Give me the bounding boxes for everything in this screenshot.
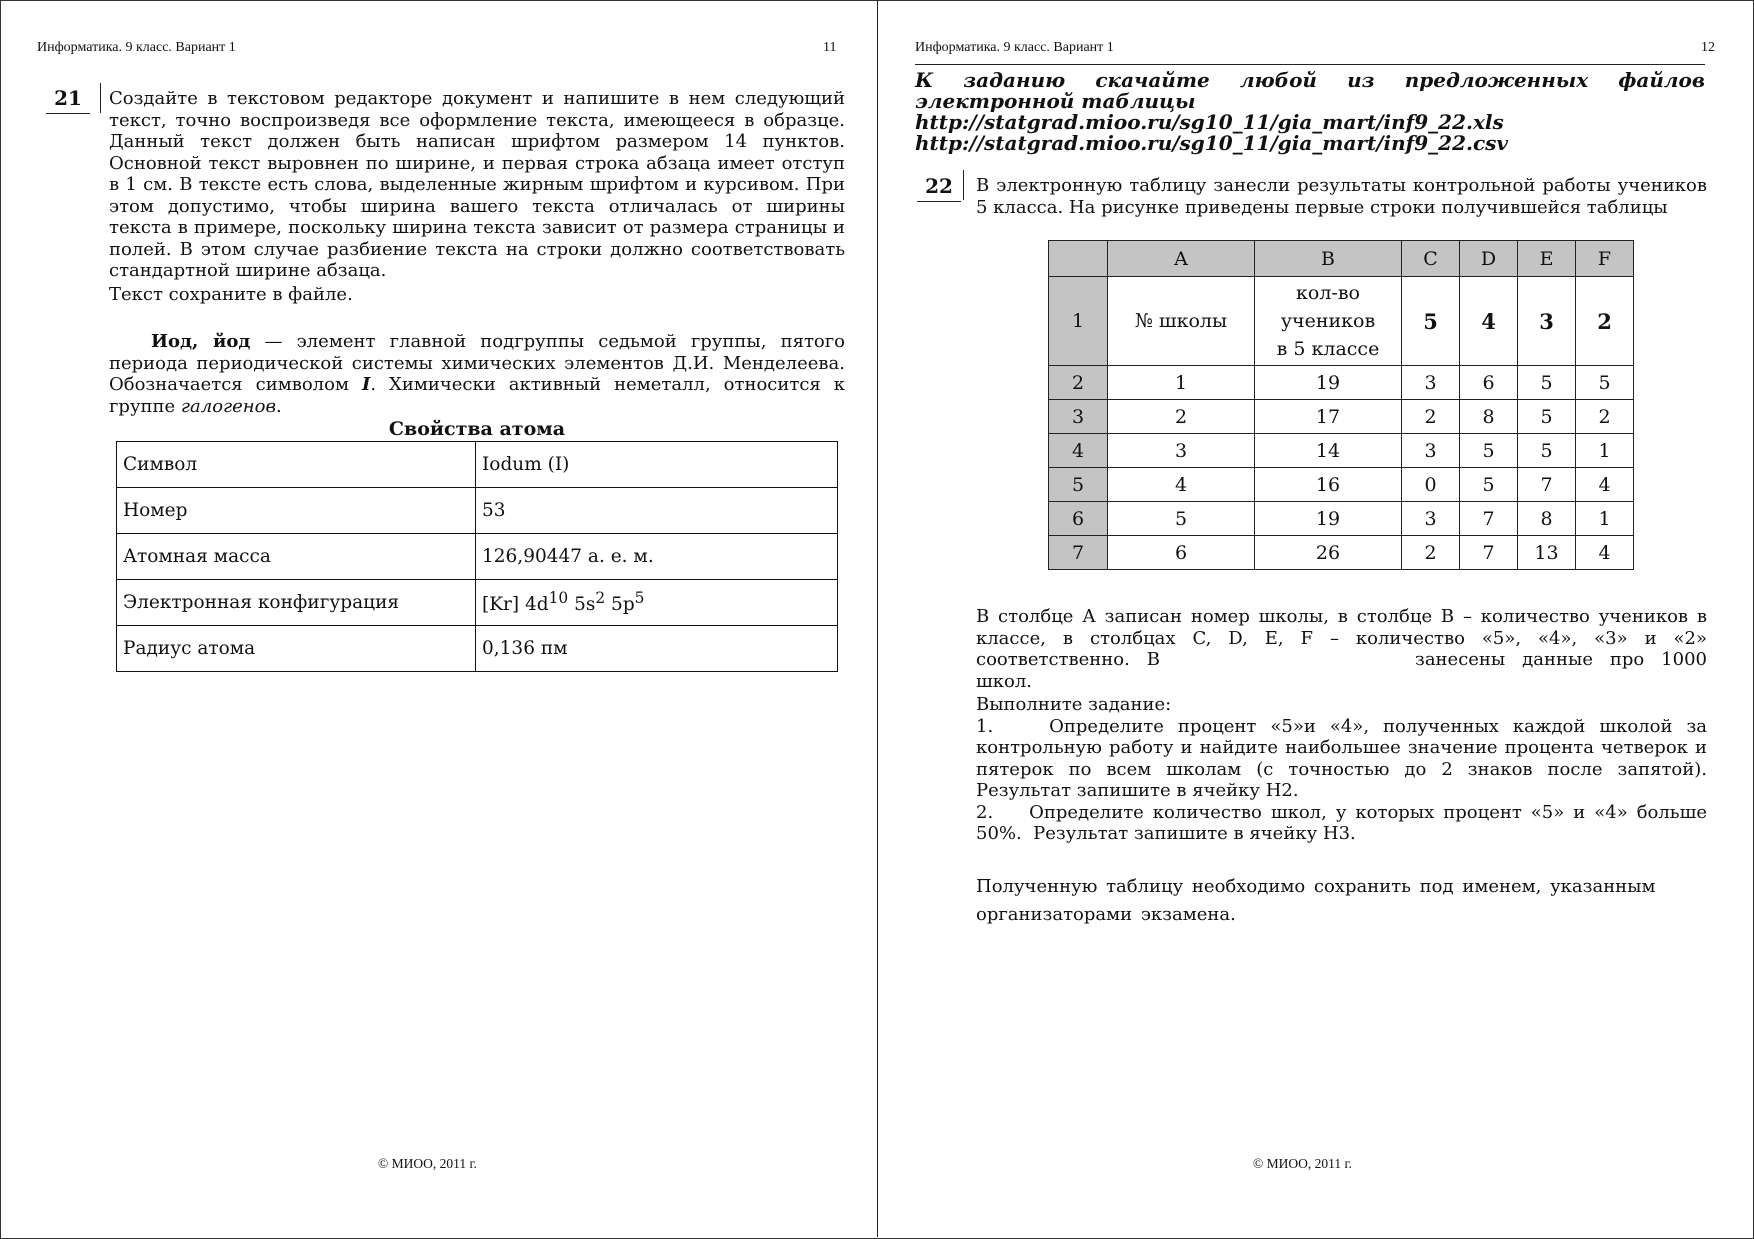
property-key: Номер [117, 488, 476, 534]
cell: 4 [1576, 536, 1634, 570]
sample-paragraph [109, 331, 845, 417]
cell: 5 [1460, 434, 1518, 468]
cell: 5 [1576, 366, 1634, 400]
spreadsheet-row [1049, 468, 1634, 502]
property-key: Атомная масса [117, 534, 476, 580]
sample-text-2: . Химически активный неметалл, относится к группе [109, 374, 845, 417]
cell [1255, 277, 1402, 366]
cell: 5 [1402, 277, 1460, 366]
column-header-b: B [1255, 241, 1402, 277]
cell: 2 [1108, 400, 1255, 434]
sample-text-3: . [275, 395, 282, 417]
property-value: 126,90447 а. е. м. [476, 534, 838, 580]
cell: 5 [1518, 366, 1576, 400]
properties-table [116, 441, 838, 672]
spreadsheet-row [1049, 502, 1634, 536]
link-csv[interactable]: http://statgrad.mioo.ru/sg10_11/gia_mart/inf9_22.csv [915, 131, 1509, 155]
cell: 5 [1108, 502, 1255, 536]
row-header: 2 [1049, 366, 1108, 400]
task-22-intro: В электронную таблицу занесли результаты контрольной работы учеников 5 класса. На рисунке приведены первые строки получившейся таблицы [976, 175, 1707, 218]
header-title: Информатика. 9 класс. Вариант 1 [915, 40, 1114, 55]
cell: 8 [1518, 502, 1576, 536]
cell: 3 [1518, 277, 1576, 366]
cell: 1 [1576, 502, 1634, 536]
sample-text-1: — элемент главной подгруппы седьмой группы, пятого периода периодической системы химических элементов Д.И. Менделеева. Обозначается символом [109, 331, 846, 395]
cell: 7 [1460, 536, 1518, 570]
config-part: 5p [605, 594, 635, 616]
property-value: Iodum (I) [476, 442, 838, 488]
cell: 5 [1518, 434, 1576, 468]
properties-caption: Свойства атома [388, 418, 566, 440]
cell: 3 [1402, 366, 1460, 400]
page-12 [878, 0, 1754, 1237]
cell: 3 [1402, 502, 1460, 536]
cell: 2 [1402, 400, 1460, 434]
header-title: Информатика. 9 класс. Вариант 1 [37, 40, 236, 55]
cell: 6 [1460, 366, 1518, 400]
table-row [117, 488, 838, 534]
cell: 6 [1108, 536, 1255, 570]
task-item-1: 1. Определите процент «5»и «4», полученных каждой школой за контрольную работу и найдите наибольшее значение процента четверок и пятерок по всем школам (с точностью до 2 знаков после запятой). Результат запишите в ячейку H2. [976, 715, 1713, 801]
spreadsheet-row [1049, 366, 1634, 400]
cell: 16 [1255, 468, 1402, 502]
page-number: 12 [1701, 40, 1715, 55]
spreadsheet-row [1049, 434, 1634, 468]
description [976, 606, 1707, 692]
spreadsheet [1048, 240, 1634, 570]
row-header: 6 [1049, 502, 1108, 536]
cell: 3 [1108, 434, 1255, 468]
cell: 19 [1255, 366, 1402, 400]
cell: 4 [1108, 468, 1255, 502]
spreadsheet-data-rows [1049, 366, 1634, 570]
page-number: 11 [823, 40, 837, 55]
spreadsheet-row [1049, 400, 1634, 434]
task-number-rule [963, 170, 964, 200]
property-key: Электронная конфигурация [117, 580, 476, 626]
cell: 8 [1460, 400, 1518, 434]
page-footer: © МИОО, 2011 г. [1253, 1156, 1352, 1171]
cell-line: кол-во [1296, 282, 1360, 304]
spreadsheet-row [1049, 536, 1634, 570]
column-header-c: C [1402, 241, 1460, 277]
cell: 7 [1518, 468, 1576, 502]
config-core: [Kr] 4d [482, 594, 549, 616]
save-instruction: Текст сохраните в файле. [109, 284, 353, 305]
column-header-e: E [1518, 241, 1576, 277]
do-task-heading: Выполните задание: [976, 694, 1172, 715]
sample-bold-term: Иод, йод [151, 331, 251, 352]
column-header-f: F [1576, 241, 1634, 277]
config-sup: 10 [548, 589, 569, 608]
cell: 19 [1255, 502, 1402, 536]
property-value: 53 [476, 488, 838, 534]
cell-line: учеников [1280, 310, 1376, 332]
row-header: 5 [1049, 468, 1108, 502]
property-value [476, 580, 838, 626]
cell: 13 [1518, 536, 1576, 570]
element-symbol: I [361, 374, 371, 395]
cell: 2 [1402, 536, 1460, 570]
column-header-a: A [1108, 241, 1255, 277]
cell: 4 [1460, 277, 1518, 366]
property-key: Символ [117, 442, 476, 488]
cell: № школы [1108, 277, 1255, 366]
page-header [915, 40, 1719, 56]
task-21-text: Создайте в текстовом редакторе документ и напишите в нем следующий текст, точно воспроизведя все оформление текста, имеющееся в образце. Данный текст должен быть написан шрифтом размером 14 пунктов. Основной текст выровнен по ширине, и первая строка абзаца имеет отступ в 1 см. В тексте есть слова, выделенные жирным шрифтом и курсивом. При этом допустимо, чтобы ширина вашего текста отличалась от ширины текста в примере, поскольку ширина текста зависит от размера страницы и полей. В этом случае разбиение текста на строки должно соответствовать стандартной ширине абзаца. [109, 88, 845, 281]
page-footer: © МИОО, 2011 г. [378, 1156, 477, 1171]
row-header: 1 [1049, 277, 1108, 366]
cell-line: в 5 классе [1276, 338, 1380, 360]
download-prompt-cont: электронной таблицы [915, 89, 1196, 113]
cell: 5 [1518, 400, 1576, 434]
column-header-d: D [1460, 241, 1518, 277]
task-item-2: 2. Определите количество школ, у которых процент «5» и «4» больше 50%. Результат запишите в ячейку H3. [976, 801, 1713, 844]
config-part: 5s [568, 594, 596, 616]
config-sup: 2 [595, 589, 606, 608]
cell: 17 [1255, 400, 1402, 434]
row-header: 3 [1049, 400, 1108, 434]
row-header: 7 [1049, 536, 1108, 570]
spreadsheet-column-header-row [1049, 241, 1634, 277]
cell: 26 [1255, 536, 1402, 570]
property-value: 0,136 пм [476, 626, 838, 672]
table-row [117, 534, 838, 580]
spreadsheet-row [1049, 277, 1634, 366]
cell: 14 [1255, 434, 1402, 468]
header-rule [915, 64, 1705, 65]
task-number: 22 [921, 174, 957, 198]
table-row [117, 580, 838, 626]
cell: 2 [1576, 400, 1634, 434]
cell: 3 [1402, 434, 1460, 468]
task-number-rule [100, 83, 101, 113]
cell: 0 [1402, 468, 1460, 502]
table-row [117, 626, 838, 672]
corner-cell [1049, 241, 1108, 277]
cell: 7 [1460, 502, 1518, 536]
row-header: 4 [1049, 434, 1108, 468]
config-sup: 5 [634, 589, 645, 608]
final-instruction: Полученную таблицу необходимо сохранить под именем, указанным организаторами экзамена. [976, 876, 1656, 925]
sample-italic-word: галогенов [180, 395, 276, 417]
link-xls[interactable]: http://statgrad.mioo.ru/sg10_11/gia_mart/inf9_22.xls [915, 110, 1504, 134]
task-number: 21 [50, 86, 86, 110]
description-part-1: В столбце А записан номер школы, в столбце В – количество учеников в классе, в столбцах C, D, E, F – количество «5», «4», «3» и «2» соответственно. В [976, 606, 1707, 670]
cell: 5 [1460, 468, 1518, 502]
cell: 4 [1576, 468, 1634, 502]
table-row [117, 442, 838, 488]
property-key: Радиус атома [117, 626, 476, 672]
cell: 2 [1576, 277, 1634, 366]
task-22-body [976, 606, 1713, 845]
page-header [37, 40, 839, 56]
page-11 [0, 0, 877, 1237]
download-prompt: К заданию скачайте любой из предложенных файлов [915, 68, 1705, 92]
description-part-2: занесены данные про 1000 школ. [976, 649, 1707, 692]
cell: 1 [1576, 434, 1634, 468]
cell: 1 [1108, 366, 1255, 400]
download-instructions [915, 70, 1705, 154]
